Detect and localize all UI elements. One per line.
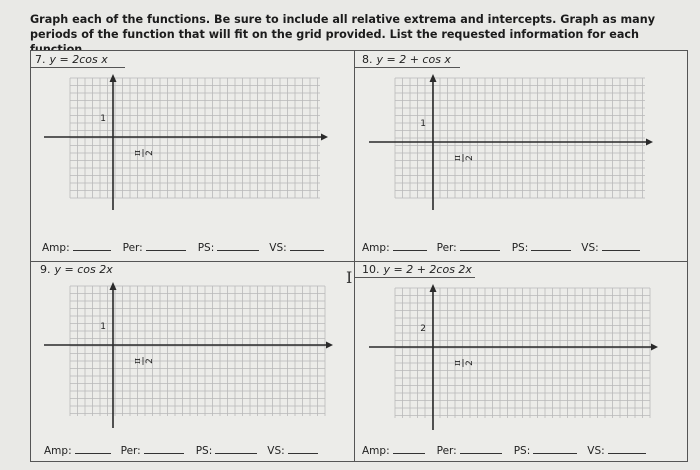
- phase-shift-blank[interactable]: [531, 249, 571, 251]
- amp-label: Amp:: [362, 445, 390, 457]
- phase-shift-label: PS:: [195, 445, 213, 457]
- amp-blank[interactable]: [75, 452, 111, 454]
- period-blank[interactable]: [460, 249, 500, 251]
- problem-equation: y = cos 2x: [54, 263, 113, 276]
- amp-blank[interactable]: [393, 249, 427, 251]
- y-tick-label: 2: [420, 324, 426, 334]
- problem-7-underline: [30, 67, 125, 68]
- vertical-shift-label: VS:: [587, 445, 605, 457]
- problem-10-underline: [355, 277, 475, 278]
- x-tick-numerator: π: [453, 360, 463, 366]
- problem-7-header: [35, 53, 108, 66]
- period-blank[interactable]: [144, 452, 184, 454]
- problem-8-answers: [362, 242, 640, 254]
- x-tick-denominator: 2: [465, 360, 475, 366]
- amp-label: Amp:: [42, 242, 70, 254]
- vertical-shift-blank[interactable]: [608, 452, 646, 454]
- phase-shift-blank[interactable]: [217, 249, 259, 251]
- instructions-text: Graph each of the functions. Be sure to include all relative extrema and intercepts. Graph as many periods of the function that will fit on the grid provided. List the requested information for each: [30, 13, 655, 41]
- problem-9-answers: [44, 445, 318, 457]
- vertical-shift-label: VS:: [581, 242, 599, 254]
- graph-grid-svg: [365, 280, 660, 440]
- problem-equation: y = 2 + cos x: [376, 53, 451, 66]
- problem-equation: y = 2cos x: [49, 53, 108, 66]
- problem-number: 7.: [35, 53, 46, 66]
- graph-grid-7[interactable]: [40, 70, 330, 220]
- amp-label: Amp:: [44, 445, 72, 457]
- period-blank[interactable]: [460, 452, 502, 454]
- phase-shift-label: PS:: [511, 242, 529, 254]
- amp-blank[interactable]: [73, 249, 111, 251]
- x-tick-denominator: 2: [465, 155, 475, 161]
- period-label: Per:: [436, 445, 457, 457]
- problem-8-underline: [355, 67, 460, 68]
- graph-grid-svg: [40, 278, 335, 438]
- text-cursor-icon: I: [346, 268, 353, 287]
- vertical-shift-blank[interactable]: [602, 249, 640, 251]
- y-tick-label: 1: [100, 114, 106, 124]
- x-tick-numerator: π: [453, 155, 463, 161]
- problem-equation: y = 2 + 2cos 2x: [383, 263, 472, 276]
- graph-grid-9[interactable]: [40, 278, 335, 438]
- graph-grid-10[interactable]: [365, 280, 660, 440]
- problem-number: 8.: [362, 53, 373, 66]
- problem-7-answers: [42, 242, 324, 254]
- vertical-shift-blank[interactable]: [290, 249, 324, 251]
- phase-shift-label: PS:: [513, 445, 531, 457]
- problem-10-answers: [362, 445, 646, 457]
- x-tick-denominator: 2: [145, 358, 155, 364]
- phase-shift-blank[interactable]: [533, 452, 577, 454]
- amp-label: Amp:: [362, 242, 390, 254]
- x-tick-numerator: π: [133, 358, 143, 364]
- period-label: Per:: [120, 445, 141, 457]
- y-tick-label: 1: [420, 119, 426, 129]
- x-axis-arrow-icon: [651, 344, 658, 351]
- vertical-shift-blank[interactable]: [288, 452, 318, 454]
- vertical-shift-label: VS:: [267, 445, 285, 457]
- x-axis-arrow-icon: [646, 139, 653, 146]
- row-divider: [30, 261, 687, 262]
- problem-10-header: [362, 263, 472, 276]
- x-tick-numerator: π: [133, 150, 143, 156]
- problem-8-header: [362, 53, 451, 66]
- x-axis-arrow-icon: [321, 134, 328, 141]
- period-blank[interactable]: [146, 249, 186, 251]
- x-axis-arrow-icon: [326, 342, 333, 349]
- period-label: Per:: [436, 242, 457, 254]
- graph-grid-svg: [365, 70, 655, 220]
- period-label: Per:: [122, 242, 143, 254]
- phase-shift-blank[interactable]: [215, 452, 257, 454]
- x-tick-denominator: 2: [145, 150, 155, 156]
- column-divider: [354, 50, 355, 461]
- y-tick-label: 1: [100, 322, 106, 332]
- problem-number: 10.: [362, 263, 380, 276]
- grid-lines: [70, 78, 320, 198]
- grid-lines: [70, 286, 325, 416]
- problem-9-header: [40, 263, 113, 276]
- graph-grid-8[interactable]: [365, 70, 655, 220]
- amp-blank[interactable]: [393, 452, 425, 454]
- graph-grid-svg: [40, 70, 330, 220]
- problem-number: 9.: [40, 263, 51, 276]
- phase-shift-label: PS:: [197, 242, 215, 254]
- vertical-shift-label: VS:: [269, 242, 287, 254]
